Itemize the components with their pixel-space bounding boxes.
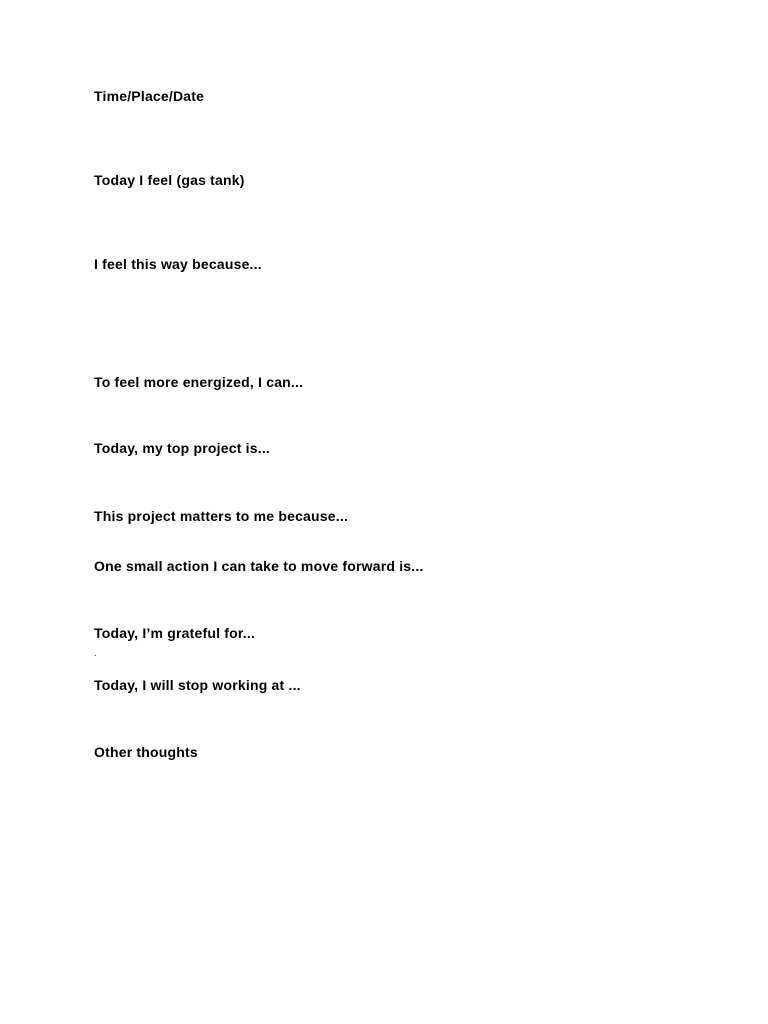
prompt-stop-working: Today, I will stop working at ... [94, 677, 301, 693]
prompt-time-place-date: Time/Place/Date [94, 88, 205, 104]
prompt-today-i-feel: Today I feel (gas tank) [94, 172, 245, 188]
prompt-grateful-for: Today, I’m grateful for... [94, 625, 256, 641]
prompt-other-thoughts: Other thoughts [94, 744, 198, 760]
prompt-small-action: One small action I can take to move forward is... [94, 558, 424, 574]
stray-dot: . [94, 648, 97, 658]
prompt-top-project: Today, my top project is... [94, 440, 271, 456]
prompt-feel-energized: To feel more energized, I can... [94, 374, 304, 390]
prompt-feel-because: I feel this way because... [94, 256, 262, 272]
prompt-project-matters: This project matters to me because... [94, 508, 349, 524]
